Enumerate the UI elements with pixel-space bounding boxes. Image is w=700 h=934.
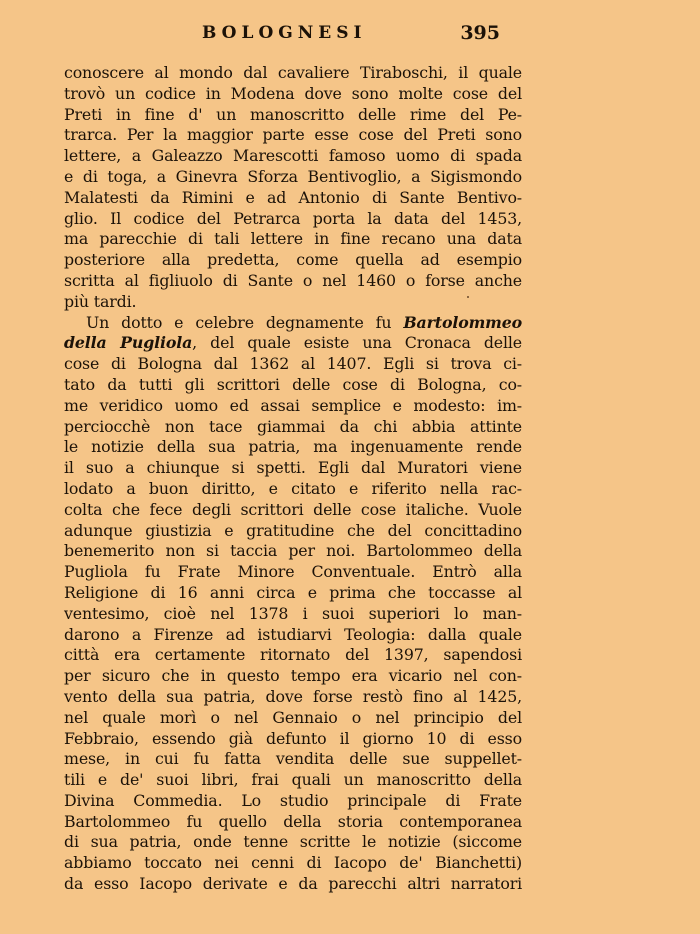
text-line: perciocchè non tace giammai da chi abbia attinte xyxy=(64,416,522,436)
text-line: darono a Firenze ad istudiarvi Teologia: dalla quale xyxy=(64,624,522,644)
text-line: lodato a buon diritto, e citato e riferito nella rac- xyxy=(64,478,522,498)
text-line: tato da tutti gli scrittori delle cose di Bologna, co- xyxy=(64,374,522,394)
text-line xyxy=(64,333,522,354)
text-line: colta che fece degli scrittori delle cose italiche. Vuole xyxy=(64,499,522,519)
text-line: cose di Bologna dal 1362 al 1407. Egli si trova ci- xyxy=(64,354,522,374)
text-line: lettere, a Galeazzo Marescotti famoso uomo di spada xyxy=(64,146,522,166)
text-line: benemerito non si taccia per noi. Bartolommeo della xyxy=(64,541,522,561)
text-line: tili e de' suoi libri, frai quali un manoscritto della xyxy=(64,770,522,790)
text-line: nel quale morì o nel Gennaio o nel principio del xyxy=(64,707,522,727)
text-line: adunque giustizia e gratitudine che del concittadino xyxy=(64,520,522,540)
text-line: glio. Il codice del Petrarca porta la data del 1453, xyxy=(64,208,522,228)
text-line: trovò un codice in Modena dove sono molte cose del xyxy=(64,83,522,103)
text-line: mese, in cui fu fatta vendita delle sue suppellet- xyxy=(64,749,522,769)
text-line: ventesimo, cioè nel 1378 i suoi superiori lo man- xyxy=(64,603,522,623)
text-line: ma parecchie di tali lettere in fine recano una data xyxy=(64,229,522,249)
text-line: le notizie della sua patria, ma ingenuamente rende xyxy=(64,437,522,457)
body-text xyxy=(64,63,522,895)
text-line: vento della sua patria, dove forse restò fino al 1425, xyxy=(64,686,522,706)
text-line: città era certamente ritornato del 1397, sapendosi xyxy=(64,645,522,665)
paragraph-opening-text: Un dotto e celebre degnamente fu xyxy=(86,312,404,332)
author-surname: della Pugliola xyxy=(64,333,193,353)
text-line: posteriore alla predetta, come quella ad esempio xyxy=(64,250,522,270)
text-line: scritta al figliuolo di Sante o nel 1460 o forse anche xyxy=(64,270,522,290)
text-line: trarca. Per la maggior parte esse cose del Preti sono xyxy=(64,125,522,145)
running-header xyxy=(64,22,522,52)
text-line: Bartolommeo fu quello della storia contemporanea xyxy=(64,811,522,831)
book-page xyxy=(64,22,522,894)
text-line: Religione di 16 anni circa e prima che toccasse al xyxy=(64,582,522,602)
author-name: Bartolommeo xyxy=(403,312,522,332)
text-line: più tardi. xyxy=(64,291,137,311)
text-line: Febbraio, essendo già defunto il giorno 10 di esso xyxy=(64,728,522,748)
text-line: abbiamo toccato nei cenni di Iacopo de' Bianchetti) xyxy=(64,853,522,873)
text-line: Malatesti da Rimini e ad Antonio di Sante Bentivo- xyxy=(64,187,522,207)
text-line: da esso Iacopo derivate e da parecchi altri narratori xyxy=(64,874,522,894)
text-line: di sua patria, onde tenne scritte le notizie (siccome xyxy=(64,832,522,852)
text-line: Preti in fine d' un manoscritto delle rime del Pe- xyxy=(64,104,522,124)
text-line: il suo a chiunque si spetti. Egli dal Muratori viene xyxy=(64,458,522,478)
text-line: Pugliola fu Frate Minore Conventuale. Entrò alla xyxy=(64,562,522,582)
page-number: 395 xyxy=(460,22,500,44)
paragraph-opening-line xyxy=(64,313,522,334)
text-line: me veridico uomo ed assai semplice e modesto: im- xyxy=(64,395,522,415)
text-line: Divina Commedia. Lo studio principale di Frate xyxy=(64,790,522,810)
text-run: , del quale esiste una Cronaca delle xyxy=(192,333,522,353)
text-line: per sicuro che in questo tempo era vicario nel con- xyxy=(64,666,522,686)
text-line: e di toga, a Ginevra Sforza Bentivoglio, a Sigismondo xyxy=(64,166,522,186)
running-title: BOLOGNESI xyxy=(202,23,367,43)
text-line: conoscere al mondo dal cavaliere Tiraboschi, il quale xyxy=(64,63,522,82)
paper-speck xyxy=(467,296,469,298)
